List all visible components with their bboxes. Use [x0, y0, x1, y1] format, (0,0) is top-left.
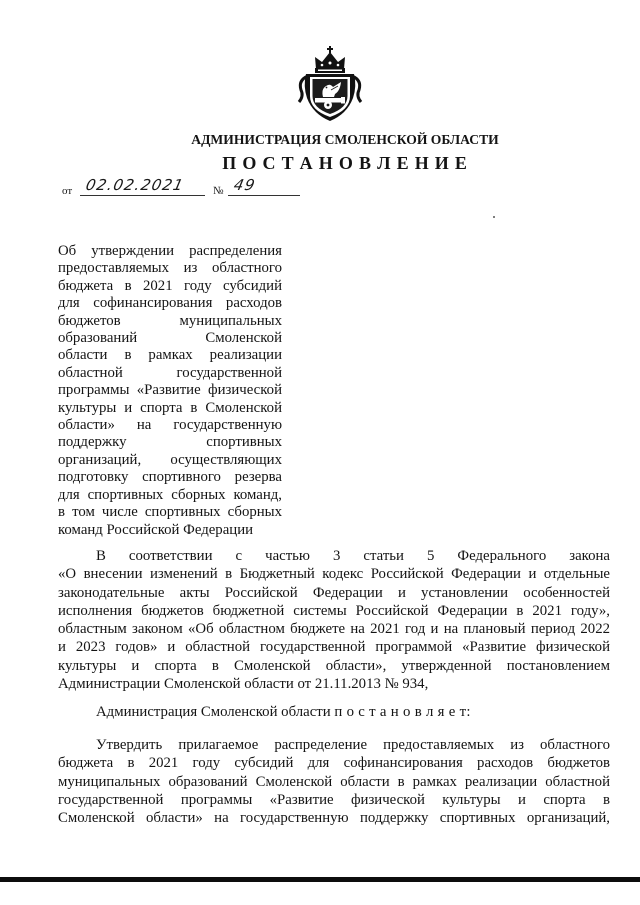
scan-speck: [493, 216, 495, 218]
decree-title-line: предоставляемых из областного: [58, 260, 282, 277]
preamble-line: областным законом «Об областном бюджете на 2021 год и на плановый период 2022: [58, 621, 610, 638]
preamble-line: В соответствии с частью 3 статьи 5 Федерального закона: [96, 548, 610, 564]
preamble-line: законодательные акты Российской Федерации и установлении особенностей: [58, 584, 610, 601]
resolution-line: [58, 703, 610, 721]
decree-title-line: подготовку спортивного резерва: [58, 469, 282, 486]
preamble-line: культуры и спорта в Смоленской области», утвержденной постановлением: [58, 657, 610, 674]
decree-title-line: для спортивных сборных команд,: [58, 486, 282, 503]
resolution-text: Администрация Смоленской области: [96, 704, 335, 720]
preamble-line: Администрации Смоленской области от 21.11.2013 № 934,: [58, 676, 429, 693]
decree-title-line: в том числе спортивных сборных: [58, 504, 282, 521]
number-field: [228, 177, 300, 196]
document-number: 49: [232, 176, 258, 194]
document-date: 02.02.2021: [84, 176, 186, 194]
operative-line: бюджета в 2021 году субсидий для софинансирования расходов бюджетов: [58, 755, 610, 772]
decree-title-line: программы «Развитие физической: [58, 382, 282, 399]
decree-title-line: области в рамках реализации: [58, 347, 282, 364]
operative-line: муниципальных образований Смоленской области в рамках реализации областной: [58, 773, 610, 790]
decree-title-line: области» на государственную: [58, 417, 282, 434]
decree-title-line: культуры и спорта в Смоленской: [58, 399, 282, 416]
decree-title-line: бюджета в 2021 году субсидий: [58, 277, 282, 294]
number-sign-label: №: [213, 185, 224, 197]
decree-title-line: Об утверждении распределения: [58, 243, 282, 259]
decree-title-line: поддержку спортивных: [58, 434, 282, 451]
coat-of-arms-emblem: [295, 46, 365, 122]
smolensk-coat-of-arms-icon: [295, 46, 365, 122]
decree-title-line: команд Российской Федерации: [58, 521, 254, 538]
operative-line: Смоленской области» на государственную поддержку спортивных организаций,: [58, 810, 610, 827]
operative-line: Утвердить прилагаемое распределение предоставляемых из областного: [96, 737, 610, 753]
decree-title-line: областной государственной: [58, 364, 282, 381]
preamble-paragraph: [58, 547, 610, 693]
preamble-line: «О внесении изменений в Бюджетный кодекс Российской Федерации и отдельные: [58, 566, 610, 583]
resolution-verb: п о с т а н о в л я е т:: [334, 704, 471, 720]
decree-title-line: организаций, осуществляющих: [58, 451, 282, 468]
decree-title-line: бюджетов муниципальных: [58, 312, 282, 329]
date-field: [80, 177, 205, 196]
decree-title-line: образований Смоленской: [58, 330, 282, 347]
decree-title-line: для софинансирования расходов: [58, 295, 282, 312]
resolution-statement: [58, 703, 610, 721]
operative-line: государственной программы «Развитие физической культуры и спорта в: [58, 791, 610, 808]
preamble-line: и 2023 годов» и областной государственной программой «Развитие физической: [58, 639, 610, 656]
document-type-title: П О С Т А Н О В Л Е Н И Е: [222, 153, 468, 173]
scan-edge-line: [0, 877, 640, 882]
operative-paragraph: [58, 736, 610, 827]
preamble-line: исполнения бюджетов бюджетной системы Российской Федерации в 2021 году»,: [58, 602, 610, 619]
date-prefix-label: от: [62, 185, 73, 197]
decree-title: [58, 243, 282, 539]
organization-name: АДМИНИСТРАЦИЯ СМОЛЕНСКОЙ ОБЛАСТИ: [191, 132, 499, 147]
